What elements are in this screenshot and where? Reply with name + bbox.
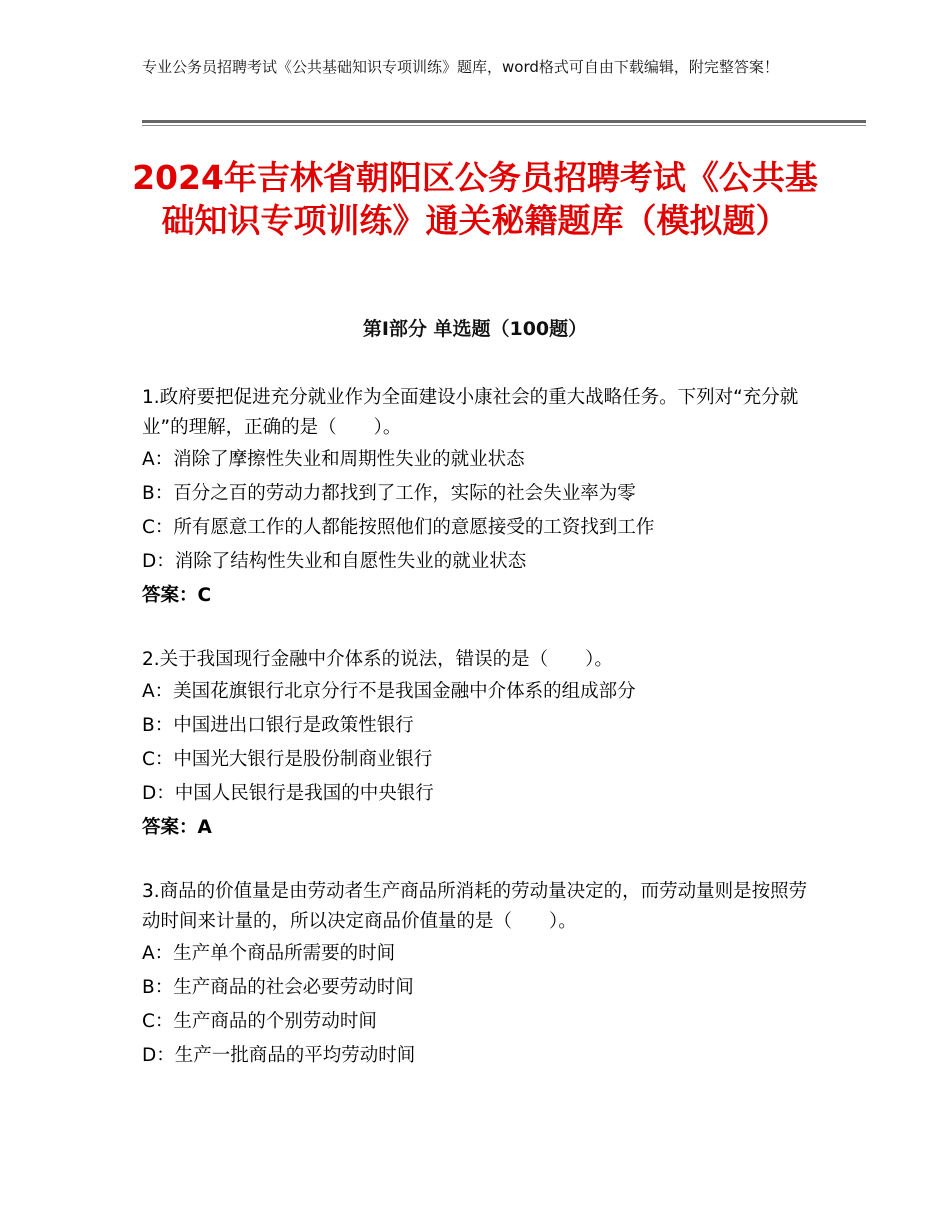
question-stem: 1.政府要把促进充分就业作为全面建设小康社会的重大战略任务。下列对“充分就业”的理解，正确的是（ ）。 <box>142 387 799 438</box>
question-3 <box>142 877 810 1073</box>
header-divider <box>142 120 866 123</box>
option-a: A：消除了摩擦性失业和周期性失业的就业状态 <box>142 449 525 470</box>
question-list <box>142 383 810 1105</box>
question-stem: 2.关于我国现行金融中介体系的说法，错误的是（ ）。 <box>142 649 613 670</box>
option-b: B：生产商品的社会必要劳动时间 <box>142 977 414 998</box>
answer-label: 答案：C <box>142 585 212 606</box>
question-2 <box>142 645 810 845</box>
option-b: B：百分之百的劳动力都找到了工作，实际的社会失业率为零 <box>142 483 636 504</box>
question-stem: 3.商品的价值量是由劳动者生产商品所消耗的劳动量决定的，而劳动量则是按照劳动时间来计量的，所以决定商品价值量的是（ ）。 <box>142 881 808 932</box>
question-1 <box>142 383 810 613</box>
option-c: C：生产商品的个别劳动时间 <box>142 1011 377 1032</box>
header-divider-thin <box>142 125 866 126</box>
option-b: B：中国进出口银行是政策性银行 <box>142 715 414 736</box>
document-title: 2024年吉林省朝阳区公务员招聘考试《公共基础知识专项训练》通关秘籍题库（模拟题） <box>132 158 818 240</box>
option-a: A：美国花旗银行北京分行不是我国金融中介体系的组成部分 <box>142 681 636 702</box>
option-d: D：生产一批商品的平均劳动时间 <box>142 1045 416 1066</box>
option-c: C：所有愿意工作的人都能按照他们的意愿接受的工资找到工作 <box>142 517 655 538</box>
option-a: A：生产单个商品所需要的时间 <box>142 943 396 964</box>
option-d: D：消除了结构性失业和自愿性失业的就业状态 <box>142 551 527 572</box>
header-note: 专业公务员招聘考试《公共基础知识专项训练》题库，word格式可自由下载编辑，附完整答案！ <box>142 58 779 76</box>
section-title: 第I部分 单选题（100题） <box>362 318 588 340</box>
option-c: C：中国光大银行是股份制商业银行 <box>142 749 433 770</box>
answer-label: 答案：A <box>142 817 212 838</box>
option-d: D：中国人民银行是我国的中央银行 <box>142 783 434 804</box>
